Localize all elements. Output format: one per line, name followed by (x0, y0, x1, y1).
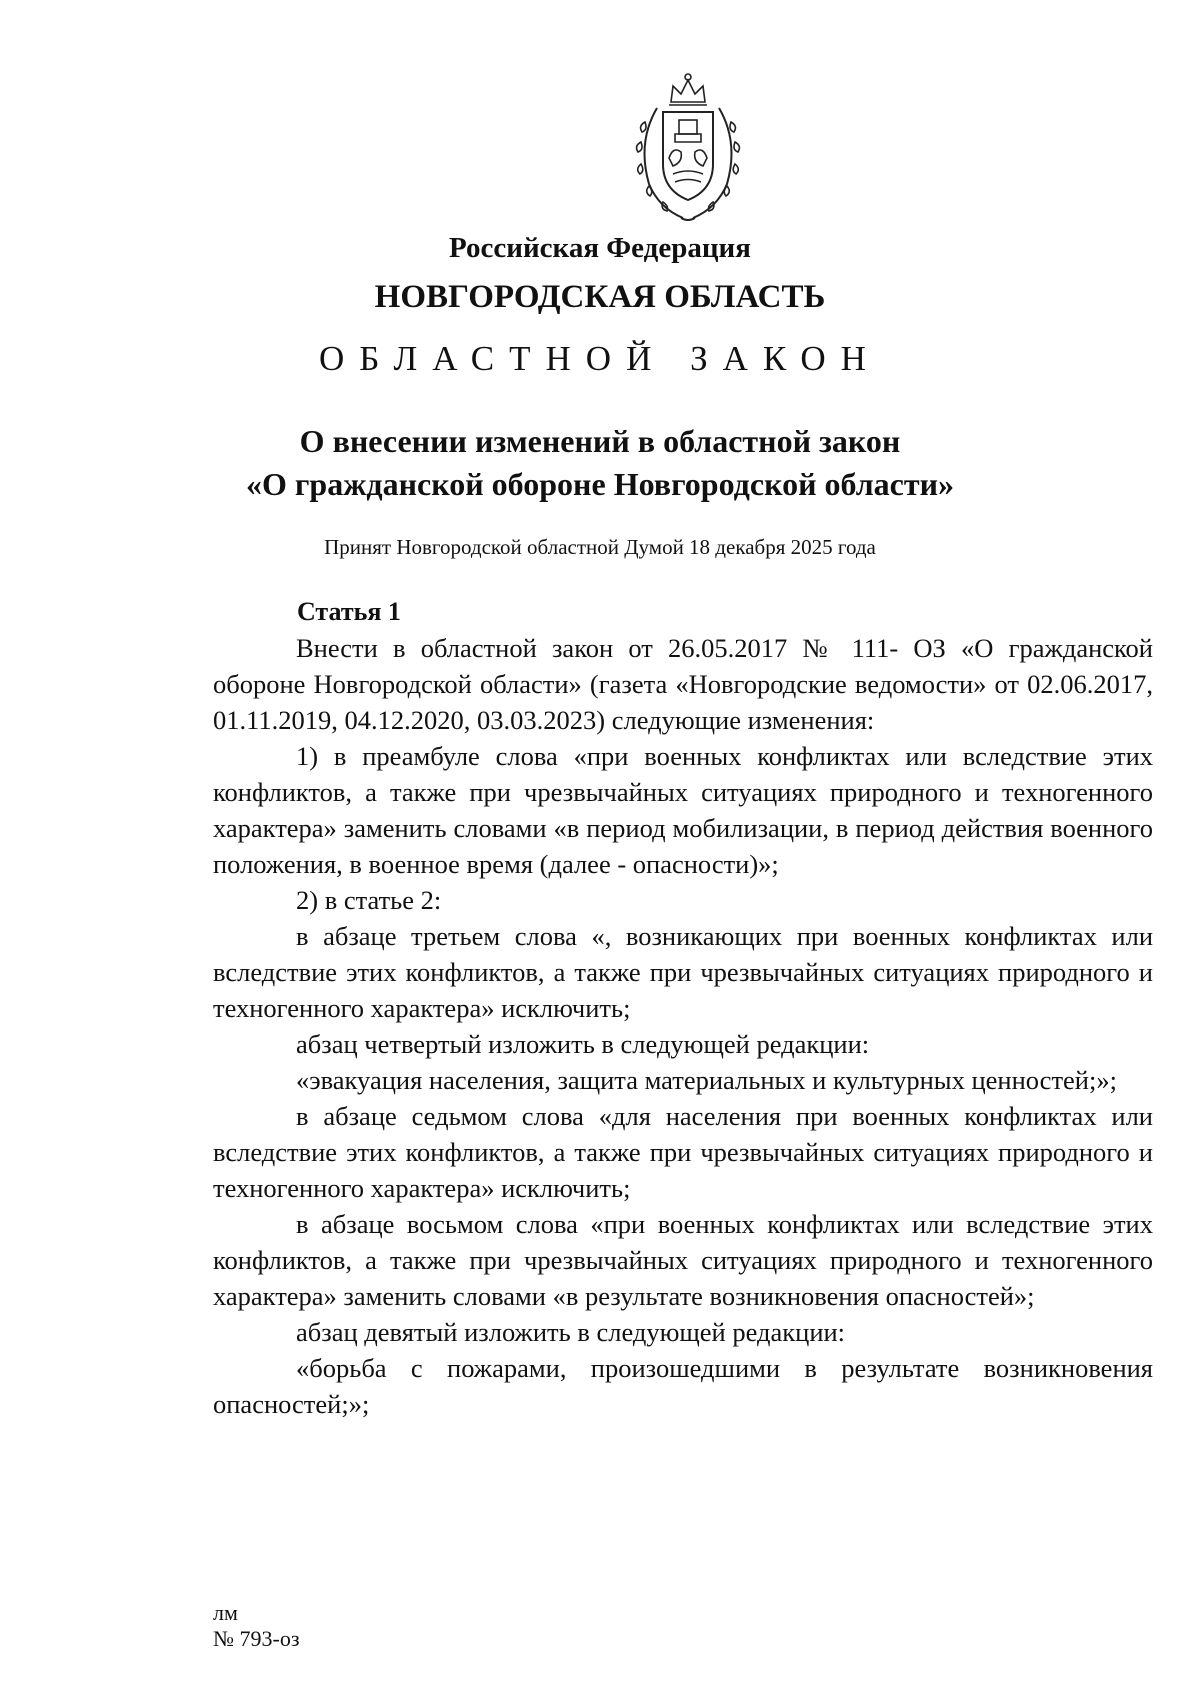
adoption-note: Принят Новгородской областной Думой 18 декабря 2025 года (324, 535, 876, 559)
paragraph: в абзаце восьмом слова «при военных конфликтах или вследствие этих конфликтов, а также при чрезвычайных ситуациях природного и техногенного характера» заменить словами «в результате возникновения опасностей»; (213, 1209, 1153, 1311)
footer-stamp (213, 1600, 300, 1652)
law-title (0, 420, 1200, 506)
paragraph: 2) в статье 2: (296, 885, 442, 915)
paragraph: «борьба с пожарами, произошедшими в результате возникновения опасностей;»; (213, 1353, 1153, 1419)
paragraph: абзац четвертый изложить в следующей редакции: (296, 1029, 870, 1059)
region-heading: НОВГОРОДСКАЯ ОБЛАСТЬ (374, 279, 826, 315)
coat-of-arms-emblem (623, 72, 753, 224)
document-number: № 793-оз (213, 1626, 300, 1651)
law-title-line: «О гражданской обороне Новгородской области» (245, 466, 955, 502)
country-heading: Российская Федерация (449, 232, 751, 264)
article-heading: Статья 1 (297, 597, 401, 626)
paragraph: абзац девятый изложить в следующей редакции: (296, 1317, 846, 1347)
paragraph: в абзаце седьмом слова «для населения при военных конфликтах или вследствие этих конфликтов, а также при чрезвычайных ситуациях природного и техногенного характера» исключить; (213, 1101, 1153, 1203)
law-title-line: О внесении изменений в областной закон (299, 423, 901, 459)
paragraph: 1) в преамбуле слова «при военных конфликтах или вследствие этих конфликтов, а также при чрезвычайных ситуациях природного и техногенного характера» заменить словами «в период мобилизации, в период действия военного положения, в военное время (далее - опасности)»; (213, 741, 1153, 879)
document-type: ОБЛАСТНОЙ ЗАКОН (319, 339, 881, 378)
paragraph: Внести в областной закон от 26.05.2017 № 111- ОЗ «О гражданской обороне Новгородской области» (газета «Новгородские ведомости» от 02.06.2017, 01.11.2019, 04.12.2020, 03.03.2023) следующие изменения: (213, 633, 1153, 735)
paragraph: в абзаце третьем слова «, возникающих при военных конфликтах или вследствие этих конфликтов, а также при чрезвычайных ситуациях природного и техногенного характера» исключить; (213, 921, 1153, 1023)
paragraph: «эвакуация населения, защита материальных и культурных ценностей;»; (296, 1065, 1117, 1095)
document-body (213, 630, 1153, 1422)
footer-initials: лм (213, 1600, 238, 1625)
